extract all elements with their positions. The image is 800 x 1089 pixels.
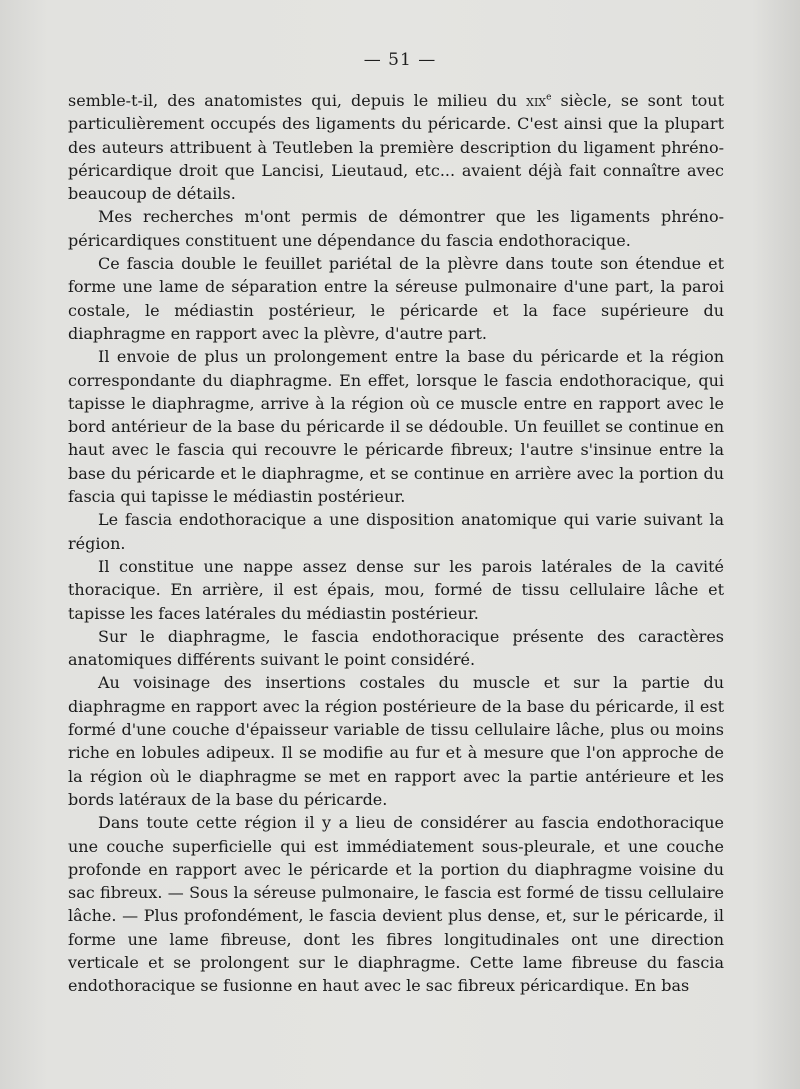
paragraph: Dans toute cette région il y a lieu de considérer au fascia endothoracique une couche superficielle qui est immédiatement sous-pleurale, et une couche profonde en rapport avec le péricarde et la portion du diaphragme voisine du sac fibreux. — Sous la séreuse pulmonaire, le fascia est formé de tissu cellulaire lâche. — Plus profondément, le fascia devient plus dense, et, sur le péricarde, il forme une lame fibreuse, dont les fibres longitudinales ont une direction verticale et se prolongent sur le diaphragme. Cette lame fibreuse du fascia endothoracique se fusionne en haut avec le sac fibreux péricardique. En bas bbox=[68, 813, 724, 996]
paragraph: Au voisinage des insertions costales du muscle et sur la partie du diaphragme en rapport avec la région postérieure de la base du péricarde, il est formé d'une couche d'épaisseur variable de tissu cellulaire lâche, plus ou moins riche en lobules adipeux. Il se modifie au fur et à mesure que l'on approche de la région où le diaphragme se met en rapport avec la partie antérieure et les bords latéraux de la base du péricarde. bbox=[68, 673, 724, 809]
page-number: — 51 — bbox=[363, 50, 437, 70]
body-text bbox=[68, 89, 724, 998]
paragraph-text-start: semble-t-il, des anatomistes qui, depuis le milieu du bbox=[68, 91, 527, 110]
paragraph-text-end: siècle, se sont tout particulièrement occupés des ligaments du péricarde. C'est ainsi que la plupart des auteurs attribuent à Teutleben la première description du ligament phréno-péricardique droit que Lancisi, Lieutaud, etc... avaient déjà fait connaître avec beaucoup de détails. bbox=[68, 91, 724, 204]
century-numeral: xix bbox=[526, 91, 547, 110]
paragraph: Mes recherches m'ont permis de démontrer que les ligaments phréno-péricardiques constituent une dépendance du fascia endothoracique. bbox=[68, 207, 724, 250]
paragraph-continued bbox=[68, 89, 724, 205]
paragraph: Il constitue une nappe assez dense sur les parois latérales de la cavité thoracique. En arrière, il est épais, mou, formé de tissu cellulaire lâche et tapisse les faces latérales du médiastin postérieur. bbox=[68, 556, 724, 623]
paragraph: Le fascia endothoracique a une disposition anatomique qui varie suivant la région. bbox=[68, 510, 724, 553]
paragraph: Il envoie de plus un prolongement entre la base du péricarde et la région correspondante du diaphragme. En effet, lorsque le fascia endothoracique, qui tapisse le diaphragme, arrive à la région où ce muscle entre en rapport avec le bord antérieur de la base du péricarde il se dédouble. Un feuillet se continue en haut avec le fascia qui recouvre le péricarde fibreux; l'autre s'insinue entre la base du péricarde et le diaphragme, et se continue en arrière avec la portion du fascia qui tapisse le médiastin postérieur. bbox=[68, 347, 724, 507]
paragraph: Sur le diaphragme, le fascia endothoracique présente des caractères anatomiques différents suivant le point considéré. bbox=[68, 626, 724, 670]
paragraph: Ce fascia double le feuillet pariétal de la plèvre dans toute son étendue et forme une lame de séparation entre la séreuse pulmonaire d'une part, la paroi costale, le médiastin postérieur, le péricarde et la face supérieure du diaphragme en rapport avec la plèvre, d'autre part. bbox=[68, 254, 724, 343]
century-superscript: e bbox=[546, 92, 552, 103]
